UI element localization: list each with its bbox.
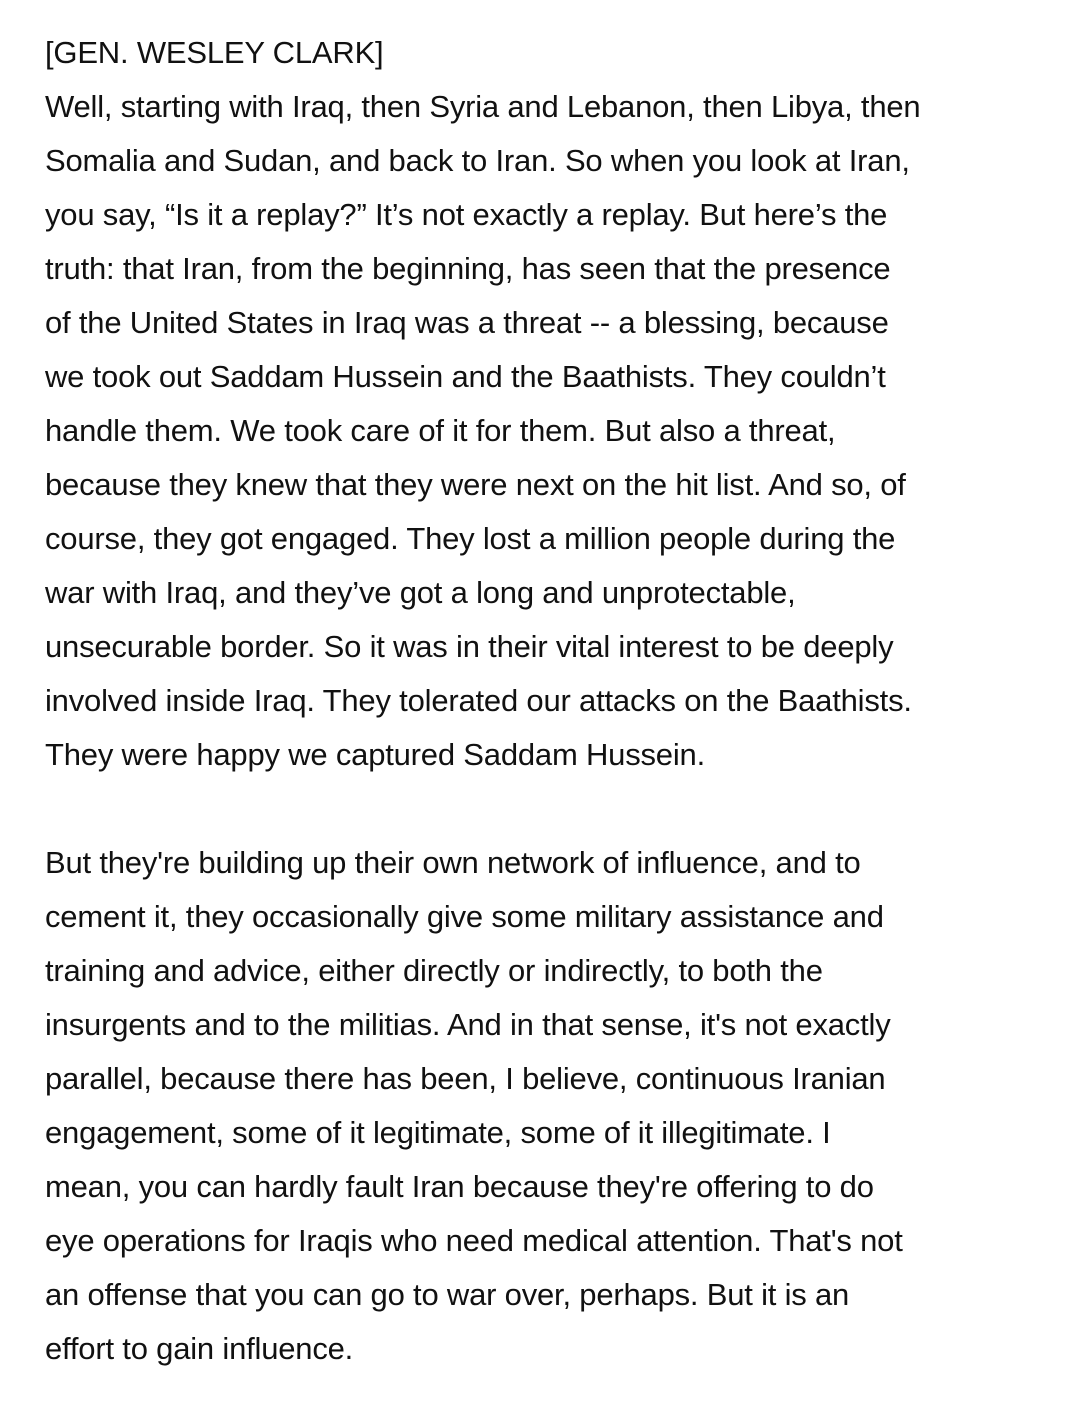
- text-line: training and advice, either directly or indirectly, to both the: [45, 953, 823, 988]
- text-line: eye operations for Iraqis who need medical attention. That's not: [45, 1223, 903, 1258]
- speaker-label: [GEN. WESLEY CLARK]: [45, 35, 384, 70]
- text-line: handle them. We took care of it for them. But also a threat,: [45, 413, 836, 448]
- text-line: of the United States in Iraq was a threat -- a blessing, because: [45, 305, 889, 340]
- paragraph-2: [45, 836, 1075, 1376]
- text-line: truth: that Iran, from the beginning, has seen that the presence: [45, 251, 891, 286]
- text-line: But they're building up their own network of influence, and to: [45, 845, 861, 880]
- text-line: parallel, because there has been, I believe, continuous Iranian: [45, 1061, 886, 1096]
- text-line: Well, starting with Iraq, then Syria and Lebanon, then Libya, then: [45, 89, 921, 124]
- text-line: unsecurable border. So it was in their vital interest to be deeply: [45, 629, 894, 664]
- text-line: cement it, they occasionally give some military assistance and: [45, 899, 884, 934]
- text-line: insurgents and to the militias. And in that sense, it's not exactly: [45, 1007, 891, 1042]
- text-line: mean, you can hardly fault Iran because they're offering to do: [45, 1169, 874, 1204]
- text-line: we took out Saddam Hussein and the Baathists. They couldn’t: [45, 359, 886, 394]
- text-line: Somalia and Sudan, and back to Iran. So when you look at Iran,: [45, 143, 910, 178]
- text-line: war with Iraq, and they’ve got a long and unprotectable,: [45, 575, 796, 610]
- text-line: involved inside Iraq. They tolerated our attacks on the Baathists.: [45, 683, 912, 718]
- text-line: an offense that you can go to war over, perhaps. But it is an: [45, 1277, 850, 1312]
- paragraph-spacer: [45, 782, 1075, 836]
- transcript: [45, 26, 1075, 1376]
- text-line: effort to gain influence.: [45, 1331, 354, 1366]
- paragraph-1: [45, 80, 1075, 782]
- text-line: because they knew that they were next on the hit list. And so, of: [45, 467, 906, 502]
- text-line: course, they got engaged. They lost a million people during the: [45, 521, 896, 556]
- text-line: you say, “Is it a replay?” It’s not exactly a replay. But here’s the: [45, 197, 888, 232]
- text-line: engagement, some of it legitimate, some of it illegitimate. I: [45, 1115, 831, 1150]
- text-line: They were happy we captured Saddam Hussein.: [45, 737, 705, 772]
